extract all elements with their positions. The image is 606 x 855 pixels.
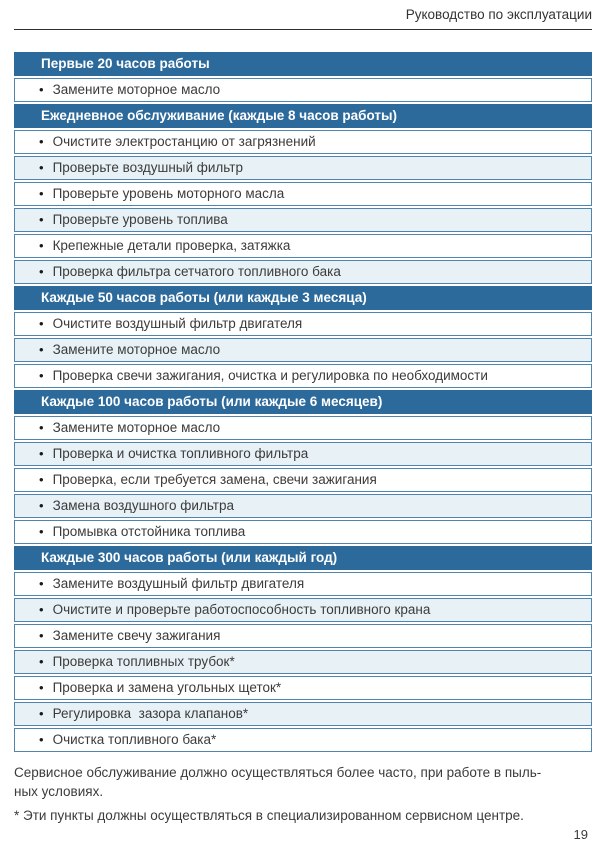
manual-title: Руководство по эксплуатации	[405, 7, 592, 22]
table-row	[14, 676, 592, 700]
bullet-icon: •	[39, 524, 44, 539]
row-label: Очистите электростанцию от загрязнений	[52, 134, 316, 149]
table-row	[14, 520, 592, 544]
bullet-icon: •	[39, 212, 44, 227]
row-label: Замена воздушного фильтра	[52, 498, 235, 513]
bullet-icon: •	[39, 654, 44, 669]
section-header: Каждые 50 часов работы (или каждые 3 месяца)	[14, 286, 592, 310]
section-header: Первые 20 часов работы	[14, 52, 592, 76]
row-label: Очистите воздушный фильтр двигателя	[52, 316, 303, 331]
table-row	[14, 624, 592, 648]
table-row	[14, 78, 592, 102]
row-label: Крепежные детали проверка, затяжка	[52, 238, 291, 253]
bullet-icon: •	[39, 732, 44, 747]
bullet-icon: •	[39, 628, 44, 643]
table-row	[14, 650, 592, 674]
row-label: Замените моторное масло	[52, 82, 221, 97]
bullet-icon: •	[39, 342, 44, 357]
table-row	[14, 182, 592, 206]
section-header: Каждые 300 часов работы (или каждый год)	[14, 546, 592, 570]
table-row	[14, 312, 592, 336]
bullet-icon: •	[39, 680, 44, 695]
row-label: Проверьте воздушный фильтр	[52, 160, 243, 175]
bullet-icon: •	[39, 472, 44, 487]
table-row	[14, 208, 592, 232]
bullet-icon: •	[39, 446, 44, 461]
asterisk-note: * Эти пункты должны осуществляться в специализированном сервисном центре.	[14, 808, 524, 823]
bullet-icon: •	[39, 82, 44, 97]
bullet-icon: •	[39, 706, 44, 721]
bullet-icon: •	[39, 602, 44, 617]
table-row	[14, 130, 592, 154]
bullet-icon: •	[39, 368, 44, 383]
row-label: Замените моторное масло	[52, 420, 221, 435]
page-footer	[14, 763, 592, 825]
row-label: Промывка отстойника топлива	[52, 524, 246, 539]
section-header: Ежедневное обслуживание (каждые 8 часов работы)	[14, 104, 592, 128]
row-label: Замените моторное масло	[52, 342, 221, 357]
table-row	[14, 260, 592, 284]
bullet-icon: •	[39, 420, 44, 435]
bullet-icon: •	[39, 264, 44, 279]
row-label: Проверка свечи зажигания, очистка и регулировка по необходимости	[52, 368, 488, 383]
bullet-icon: •	[39, 576, 44, 591]
row-label: Очистка топливного бака*	[52, 732, 217, 747]
row-label: Регулировка зазора клапанов*	[52, 706, 249, 721]
table-section	[14, 104, 592, 284]
table-section	[14, 546, 592, 752]
page-header	[14, 7, 592, 30]
table-row	[14, 728, 592, 752]
bullet-icon: •	[39, 498, 44, 513]
section-header: Каждые 100 часов работы (или каждые 6 месяцев)	[14, 390, 592, 414]
bullet-icon: •	[39, 160, 44, 175]
service-note: Сервисное обслуживание должно осуществляться более часто, при работе в пыль- ных условиях.	[14, 765, 542, 799]
table-row	[14, 702, 592, 726]
table-row	[14, 468, 592, 492]
row-label: Замените воздушный фильтр двигателя	[52, 576, 305, 591]
bullet-icon: •	[39, 186, 44, 201]
row-label: Проверка, если требуется замена, свечи зажигания	[52, 472, 377, 487]
table-row	[14, 234, 592, 258]
page-number: 19	[573, 827, 588, 842]
row-label: Проверка топливных трубок*	[52, 654, 235, 669]
table-row	[14, 338, 592, 362]
table-row	[14, 598, 592, 622]
maintenance-table	[14, 52, 592, 754]
table-section	[14, 286, 592, 388]
table-row	[14, 156, 592, 180]
table-row	[14, 494, 592, 518]
bullet-icon: •	[39, 134, 44, 149]
table-section	[14, 52, 592, 102]
row-label: Проверка фильтра сетчатого топливного бака	[52, 264, 341, 279]
bullet-icon: •	[39, 316, 44, 331]
table-section	[14, 390, 592, 544]
row-label: Проверьте уровень топлива	[52, 212, 228, 227]
row-label: Проверка и очистка топливного фильтра	[52, 446, 309, 461]
row-label: Проверка и замена угольных щеток*	[52, 680, 282, 695]
table-row	[14, 364, 592, 388]
row-label: Очистите и проверьте работоспособность топливного крана	[52, 602, 431, 617]
table-row	[14, 416, 592, 440]
table-row	[14, 442, 592, 466]
row-label: Проверьте уровень моторного масла	[52, 186, 285, 201]
table-row	[14, 572, 592, 596]
bullet-icon: •	[39, 238, 44, 253]
row-label: Замените свечу зажигания	[52, 628, 221, 643]
